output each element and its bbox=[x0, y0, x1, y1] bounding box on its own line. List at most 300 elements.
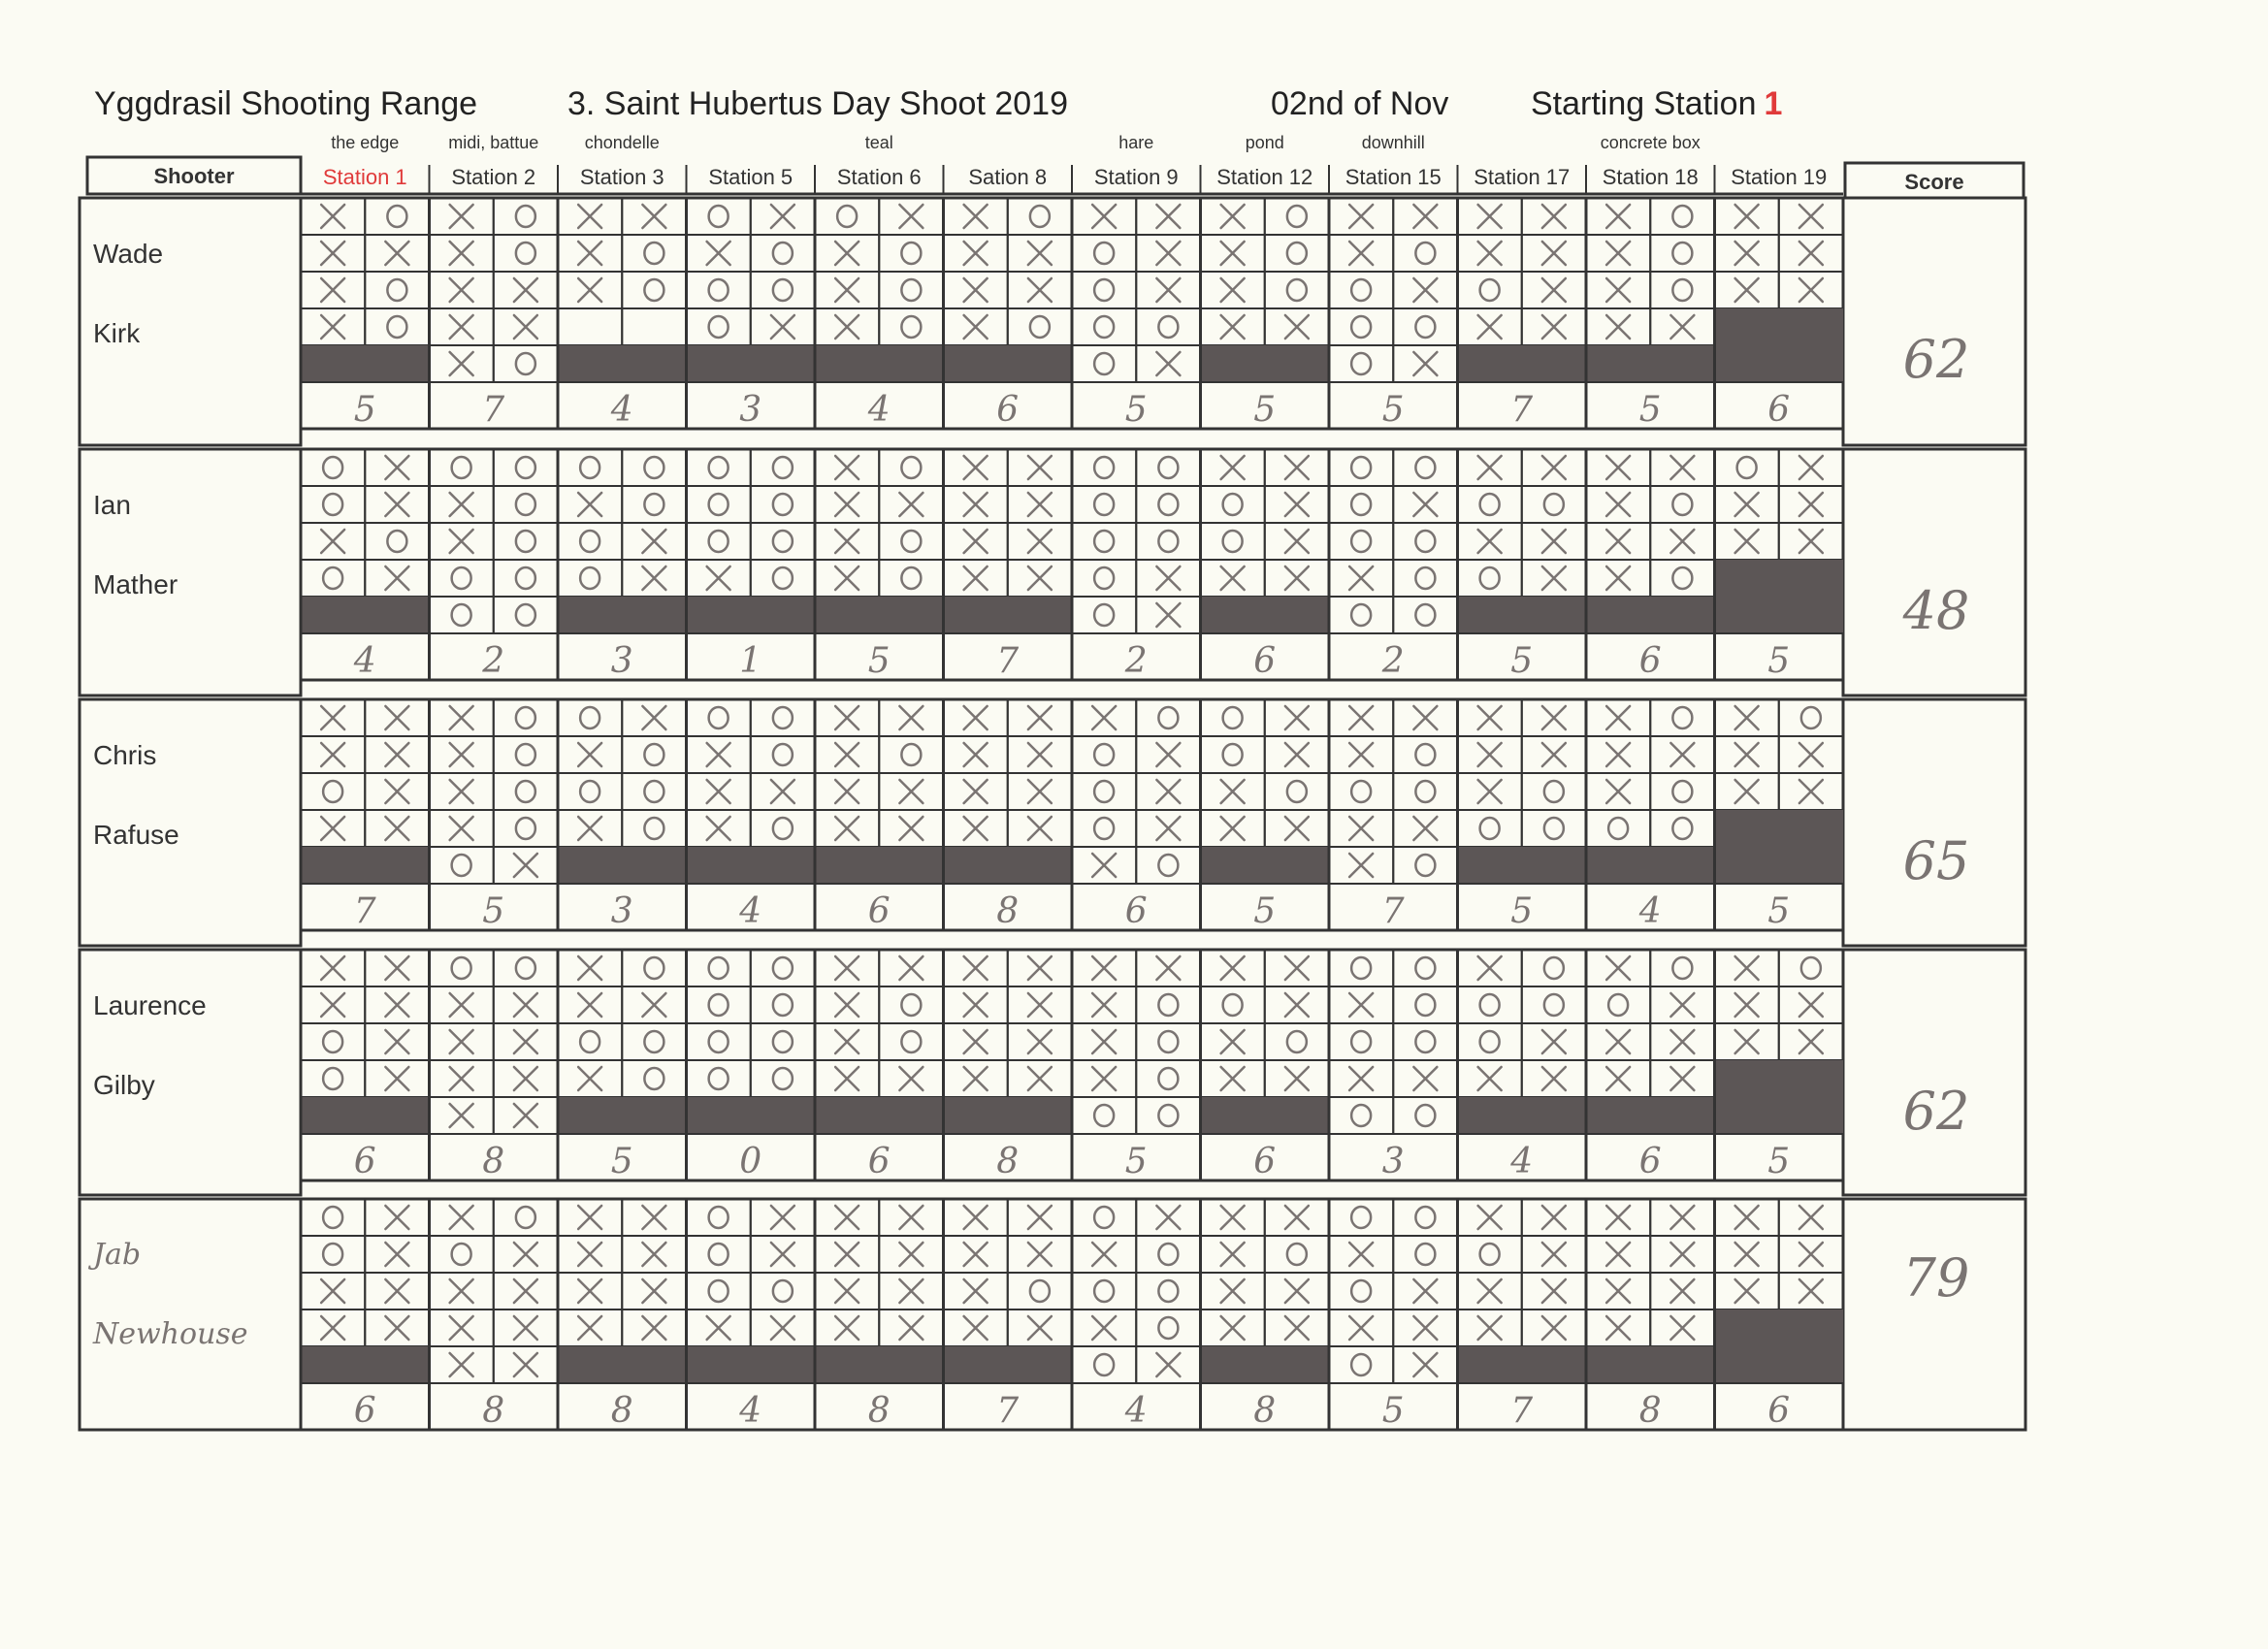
miss-mark bbox=[709, 707, 729, 728]
hit-mark bbox=[964, 1279, 988, 1303]
miss-mark bbox=[773, 531, 793, 552]
target-cell bbox=[1458, 272, 1522, 308]
hit-mark bbox=[964, 743, 988, 766]
hit-mark bbox=[964, 1316, 988, 1340]
hit-mark bbox=[1606, 242, 1630, 265]
hit-mark bbox=[642, 1243, 665, 1266]
target-cell bbox=[751, 486, 815, 523]
station-score: 4 bbox=[353, 641, 376, 681]
miss-mark bbox=[580, 707, 599, 728]
target-cell bbox=[1136, 1023, 1200, 1060]
miss-mark bbox=[709, 531, 729, 552]
miss-mark bbox=[1672, 242, 1692, 264]
hit-mark bbox=[899, 780, 923, 803]
hit-mark bbox=[771, 315, 794, 339]
hit-mark bbox=[1285, 1206, 1309, 1229]
hit-mark bbox=[1413, 278, 1437, 302]
target-cell bbox=[1650, 699, 1714, 736]
hit-mark bbox=[1092, 1243, 1116, 1266]
hit-mark bbox=[1799, 530, 1823, 553]
miss-mark bbox=[516, 494, 535, 515]
miss-mark bbox=[773, 707, 793, 728]
target-cell bbox=[1072, 597, 1136, 633]
target-cell bbox=[301, 1023, 365, 1060]
unused-cell bbox=[815, 345, 944, 382]
hit-mark bbox=[1606, 278, 1630, 302]
target-cell bbox=[494, 235, 558, 272]
target-cell bbox=[622, 950, 686, 986]
miss-mark bbox=[1094, 1105, 1114, 1126]
unused-cell bbox=[1586, 345, 1715, 382]
miss-mark bbox=[1158, 855, 1178, 876]
target-cell bbox=[622, 272, 686, 308]
hit-mark bbox=[1285, 993, 1309, 1017]
hit-mark bbox=[1156, 278, 1180, 302]
hit-mark bbox=[1156, 1206, 1180, 1229]
target-cell bbox=[1136, 847, 1200, 884]
unused-cell bbox=[1715, 1310, 1844, 1346]
hit-mark bbox=[1799, 1243, 1823, 1266]
target-cell bbox=[1072, 235, 1136, 272]
target-cell bbox=[1265, 198, 1329, 235]
hit-mark bbox=[899, 1243, 923, 1266]
station-score: 6 bbox=[1638, 1142, 1662, 1181]
miss-mark bbox=[1608, 818, 1628, 839]
unused-cell bbox=[1201, 1097, 1330, 1134]
hit-mark bbox=[1542, 566, 1566, 590]
miss-mark bbox=[1094, 531, 1114, 552]
hit-mark bbox=[835, 315, 859, 339]
hit-mark bbox=[1478, 315, 1502, 339]
hit-mark bbox=[1542, 315, 1566, 339]
target-cell bbox=[751, 1060, 815, 1097]
hit-mark bbox=[1670, 743, 1694, 766]
hit-mark bbox=[1735, 706, 1759, 729]
station-score: 3 bbox=[1381, 1142, 1405, 1181]
miss-mark bbox=[1351, 1207, 1371, 1228]
hit-mark bbox=[1156, 956, 1180, 980]
target-cell bbox=[1586, 986, 1650, 1023]
station-header: Station 9 bbox=[1093, 165, 1179, 189]
miss-mark bbox=[1351, 957, 1371, 979]
hit-mark bbox=[1735, 1279, 1759, 1303]
target-cell bbox=[494, 345, 558, 382]
target-cell bbox=[1650, 272, 1714, 308]
total-score-cell bbox=[1843, 950, 2025, 1195]
hit-mark bbox=[578, 1316, 601, 1340]
hit-mark bbox=[1349, 1067, 1373, 1090]
hit-mark bbox=[835, 493, 859, 516]
miss-mark bbox=[1030, 316, 1050, 338]
hit-mark bbox=[1413, 817, 1437, 840]
miss-mark bbox=[1351, 1354, 1371, 1375]
hit-mark bbox=[1156, 743, 1180, 766]
miss-mark bbox=[1223, 744, 1243, 765]
station-score: 4 bbox=[867, 390, 891, 430]
hit-mark bbox=[1606, 706, 1630, 729]
hit-mark bbox=[835, 530, 859, 553]
miss-mark bbox=[1672, 957, 1692, 979]
miss-mark bbox=[709, 1207, 729, 1228]
target-cell bbox=[1393, 560, 1457, 597]
hit-mark bbox=[642, 1316, 665, 1340]
target-cell bbox=[1393, 847, 1457, 884]
station-score: 4 bbox=[1124, 1391, 1148, 1431]
unused-cell bbox=[1458, 847, 1587, 884]
miss-mark bbox=[773, 567, 793, 589]
total-score: 62 bbox=[1902, 329, 1970, 390]
hit-mark bbox=[1028, 956, 1052, 980]
total-score-cell bbox=[1843, 699, 2025, 946]
hit-mark bbox=[642, 205, 665, 228]
target-cell bbox=[1458, 1023, 1522, 1060]
hit-mark bbox=[1542, 1279, 1566, 1303]
hit-mark bbox=[1413, 352, 1437, 375]
miss-mark bbox=[709, 957, 729, 979]
hit-mark bbox=[1478, 780, 1502, 803]
target-cell bbox=[1779, 950, 1843, 986]
miss-mark bbox=[1094, 353, 1114, 374]
target-cell bbox=[1779, 699, 1843, 736]
hit-mark bbox=[450, 205, 473, 228]
hit-mark bbox=[385, 242, 408, 265]
miss-mark bbox=[516, 604, 535, 626]
miss-mark bbox=[1415, 457, 1435, 478]
hit-mark bbox=[321, 817, 344, 840]
hit-mark bbox=[1285, 493, 1309, 516]
target-cell bbox=[1201, 986, 1265, 1023]
hit-mark bbox=[1156, 1353, 1180, 1376]
miss-mark bbox=[1158, 1105, 1178, 1126]
target-cell bbox=[1329, 1199, 1393, 1236]
target-cell bbox=[494, 1199, 558, 1236]
target-cell bbox=[1329, 486, 1393, 523]
miss-mark bbox=[709, 1031, 729, 1052]
hit-mark bbox=[450, 1030, 473, 1053]
hit-mark bbox=[1028, 1030, 1052, 1053]
target-cell bbox=[622, 736, 686, 773]
hit-mark bbox=[1542, 1243, 1566, 1266]
station-score: 5 bbox=[353, 390, 376, 430]
target-cell bbox=[494, 198, 558, 235]
miss-mark bbox=[580, 531, 599, 552]
hit-mark bbox=[578, 493, 601, 516]
miss-mark bbox=[1415, 1244, 1435, 1265]
hit-mark bbox=[835, 1067, 859, 1090]
hit-mark bbox=[321, 278, 344, 302]
hit-mark bbox=[707, 817, 730, 840]
miss-mark bbox=[1094, 494, 1114, 515]
target-cell bbox=[1072, 272, 1136, 308]
miss-mark bbox=[580, 781, 599, 802]
hit-mark bbox=[1413, 1316, 1437, 1340]
shooter-first-name: Laurence bbox=[93, 990, 207, 1020]
hit-mark bbox=[578, 743, 601, 766]
hit-mark bbox=[1542, 706, 1566, 729]
hit-mark bbox=[964, 780, 988, 803]
target-cell bbox=[1522, 773, 1586, 810]
hit-mark bbox=[1028, 278, 1052, 302]
miss-mark bbox=[452, 457, 471, 478]
miss-mark bbox=[773, 242, 793, 264]
range-name: Yggdrasil Shooting Range bbox=[94, 85, 478, 122]
miss-mark bbox=[1158, 457, 1178, 478]
hit-mark bbox=[450, 743, 473, 766]
station-header: Sation 8 bbox=[968, 165, 1048, 189]
hit-mark bbox=[385, 780, 408, 803]
station-score: 7 bbox=[1510, 390, 1534, 430]
hit-mark bbox=[1285, 1316, 1309, 1340]
hit-mark bbox=[450, 1316, 473, 1340]
miss-mark bbox=[1030, 1280, 1050, 1302]
hit-mark bbox=[1799, 493, 1823, 516]
target-cell bbox=[1072, 1346, 1136, 1383]
hit-mark bbox=[514, 278, 537, 302]
unused-cell bbox=[1586, 1346, 1715, 1383]
hit-mark bbox=[1028, 242, 1052, 265]
miss-mark bbox=[323, 1031, 342, 1052]
miss-mark bbox=[1094, 818, 1114, 839]
hit-mark bbox=[1799, 1206, 1823, 1229]
shooter-first-name: Wade bbox=[93, 239, 164, 269]
miss-mark bbox=[1223, 994, 1243, 1016]
station-score: 5 bbox=[1510, 891, 1534, 931]
target-cell bbox=[1136, 1236, 1200, 1273]
hit-mark bbox=[771, 1243, 794, 1266]
hit-mark bbox=[707, 242, 730, 265]
hit-mark bbox=[1413, 205, 1437, 228]
miss-mark bbox=[516, 1207, 535, 1228]
hit-mark bbox=[450, 1206, 473, 1229]
hit-mark bbox=[1028, 566, 1052, 590]
hit-mark bbox=[835, 706, 859, 729]
hit-mark bbox=[450, 1353, 473, 1376]
hit-mark bbox=[385, 1279, 408, 1303]
target-cell bbox=[1393, 1023, 1457, 1060]
hit-mark bbox=[514, 1030, 537, 1053]
miss-mark bbox=[516, 531, 535, 552]
target-cell bbox=[1393, 986, 1457, 1023]
miss-mark bbox=[387, 206, 406, 227]
miss-mark bbox=[452, 855, 471, 876]
miss-mark bbox=[1351, 1105, 1371, 1126]
miss-mark bbox=[1544, 818, 1564, 839]
hit-mark bbox=[1156, 205, 1180, 228]
hit-mark bbox=[1413, 706, 1437, 729]
hit-mark bbox=[1028, 743, 1052, 766]
target-cell bbox=[1072, 1199, 1136, 1236]
hit-mark bbox=[835, 456, 859, 479]
station-header: Station 15 bbox=[1345, 165, 1442, 189]
target-cell bbox=[494, 560, 558, 597]
station-score: 6 bbox=[1253, 641, 1277, 681]
miss-mark bbox=[516, 957, 535, 979]
miss-mark bbox=[1801, 707, 1821, 728]
unused-cell bbox=[687, 847, 816, 884]
station-score: 7 bbox=[996, 641, 1020, 681]
miss-mark bbox=[1094, 1354, 1114, 1375]
hit-mark bbox=[1735, 780, 1759, 803]
target-cell bbox=[301, 1199, 365, 1236]
hit-mark bbox=[899, 1279, 923, 1303]
miss-mark bbox=[644, 242, 664, 264]
miss-mark bbox=[644, 744, 664, 765]
miss-mark bbox=[773, 457, 793, 478]
miss-mark bbox=[1223, 531, 1243, 552]
hit-mark bbox=[1735, 278, 1759, 302]
hit-mark bbox=[1221, 1206, 1245, 1229]
hit-mark bbox=[450, 493, 473, 516]
target-cell bbox=[879, 560, 943, 597]
shooter-last-name: Rafuse bbox=[93, 820, 179, 850]
hit-mark bbox=[642, 706, 665, 729]
station-score: 5 bbox=[1253, 891, 1277, 931]
hit-mark bbox=[1606, 1030, 1630, 1053]
unused-cell bbox=[1715, 560, 1844, 597]
target-cell bbox=[1650, 198, 1714, 235]
hit-mark bbox=[1028, 1243, 1052, 1266]
miss-mark bbox=[1544, 957, 1564, 979]
station-score: 5 bbox=[1381, 1391, 1405, 1431]
hit-mark bbox=[1606, 1067, 1630, 1090]
hit-mark bbox=[1670, 993, 1694, 1017]
unused-cell bbox=[944, 1097, 1073, 1134]
hit-mark bbox=[1413, 1067, 1437, 1090]
total-score-cell bbox=[1843, 1199, 2025, 1430]
hit-mark bbox=[450, 706, 473, 729]
target-cell bbox=[1072, 1097, 1136, 1134]
target-cell bbox=[751, 1023, 815, 1060]
hit-mark bbox=[578, 242, 601, 265]
station-score: 3 bbox=[739, 390, 762, 430]
hit-mark bbox=[1349, 993, 1373, 1017]
hit-mark bbox=[1735, 1206, 1759, 1229]
hit-mark bbox=[1221, 315, 1245, 339]
unused-cell bbox=[815, 847, 944, 884]
miss-mark bbox=[709, 1244, 729, 1265]
hit-mark bbox=[964, 1067, 988, 1090]
hit-mark bbox=[1028, 817, 1052, 840]
total-score-cell bbox=[1843, 198, 2025, 445]
target-cell bbox=[879, 1023, 943, 1060]
hit-mark bbox=[578, 205, 601, 228]
hit-mark bbox=[1799, 743, 1823, 766]
target-cell bbox=[751, 235, 815, 272]
miss-mark bbox=[580, 1031, 599, 1052]
target-cell bbox=[1072, 449, 1136, 486]
hit-mark bbox=[1606, 205, 1630, 228]
hit-mark bbox=[1092, 1316, 1116, 1340]
station-score: 2 bbox=[1124, 641, 1148, 681]
target-cell bbox=[1715, 449, 1779, 486]
target-cell bbox=[1650, 773, 1714, 810]
target-cell bbox=[1265, 272, 1329, 308]
hit-mark bbox=[1028, 780, 1052, 803]
hit-mark bbox=[964, 456, 988, 479]
hit-mark bbox=[1670, 1030, 1694, 1053]
station-score: 8 bbox=[1253, 1391, 1277, 1431]
miss-mark bbox=[1672, 567, 1692, 589]
miss-mark bbox=[1415, 781, 1435, 802]
miss-mark bbox=[1351, 604, 1371, 626]
target-cell bbox=[1522, 950, 1586, 986]
station-header: Station 3 bbox=[579, 165, 664, 189]
station-score: 3 bbox=[610, 891, 633, 931]
hit-mark bbox=[1156, 603, 1180, 627]
target-cell bbox=[879, 736, 943, 773]
unused-cell bbox=[1715, 597, 1844, 633]
hit-mark bbox=[835, 817, 859, 840]
hit-mark bbox=[450, 278, 473, 302]
hit-mark bbox=[578, 1243, 601, 1266]
shooter-first-name: Ian bbox=[93, 490, 131, 520]
hit-mark bbox=[1285, 566, 1309, 590]
station-score: 8 bbox=[482, 1142, 505, 1181]
target-cell bbox=[430, 560, 494, 597]
target-cell bbox=[622, 1060, 686, 1097]
hit-mark bbox=[1221, 817, 1245, 840]
miss-mark bbox=[1094, 242, 1114, 264]
hit-mark bbox=[964, 493, 988, 516]
hit-mark bbox=[1478, 1316, 1502, 1340]
hit-mark bbox=[1606, 530, 1630, 553]
target-cell bbox=[1136, 308, 1200, 345]
hit-mark bbox=[1349, 205, 1373, 228]
unused-cell bbox=[944, 597, 1073, 633]
hit-mark bbox=[1285, 706, 1309, 729]
target-cell bbox=[1136, 486, 1200, 523]
miss-mark bbox=[1351, 1031, 1371, 1052]
hit-mark bbox=[1542, 530, 1566, 553]
miss-mark bbox=[1672, 494, 1692, 515]
hit-mark bbox=[321, 530, 344, 553]
unused-cell bbox=[815, 597, 944, 633]
target-cell bbox=[1329, 449, 1393, 486]
station-score: 7 bbox=[482, 390, 505, 430]
hit-mark bbox=[1285, 956, 1309, 980]
unused-cell bbox=[1715, 810, 1844, 847]
hit-mark bbox=[1799, 456, 1823, 479]
station-score: 6 bbox=[996, 390, 1020, 430]
hit-mark bbox=[1542, 1316, 1566, 1340]
target-cell bbox=[1650, 950, 1714, 986]
target-cell bbox=[1650, 235, 1714, 272]
miss-mark bbox=[644, 781, 664, 802]
miss-mark bbox=[1094, 567, 1114, 589]
target-cell bbox=[301, 449, 365, 486]
miss-mark bbox=[644, 457, 664, 478]
unused-cell bbox=[301, 597, 430, 633]
station-score: 6 bbox=[353, 1391, 376, 1431]
target-cell bbox=[687, 1199, 751, 1236]
target-cell bbox=[1136, 986, 1200, 1023]
hit-mark bbox=[1606, 1206, 1630, 1229]
hit-mark bbox=[385, 1316, 408, 1340]
target-cell bbox=[1072, 773, 1136, 810]
miss-mark bbox=[773, 994, 793, 1016]
target-cell bbox=[1265, 773, 1329, 810]
target-cell bbox=[622, 235, 686, 272]
miss-mark bbox=[1158, 1068, 1178, 1089]
target-cell bbox=[1458, 486, 1522, 523]
target-cell bbox=[1393, 1199, 1457, 1236]
target-cell bbox=[494, 523, 558, 560]
target-cell bbox=[751, 810, 815, 847]
miss-mark bbox=[901, 994, 921, 1016]
hit-mark bbox=[578, 278, 601, 302]
miss-mark bbox=[516, 818, 535, 839]
hit-mark bbox=[1413, 1353, 1437, 1376]
